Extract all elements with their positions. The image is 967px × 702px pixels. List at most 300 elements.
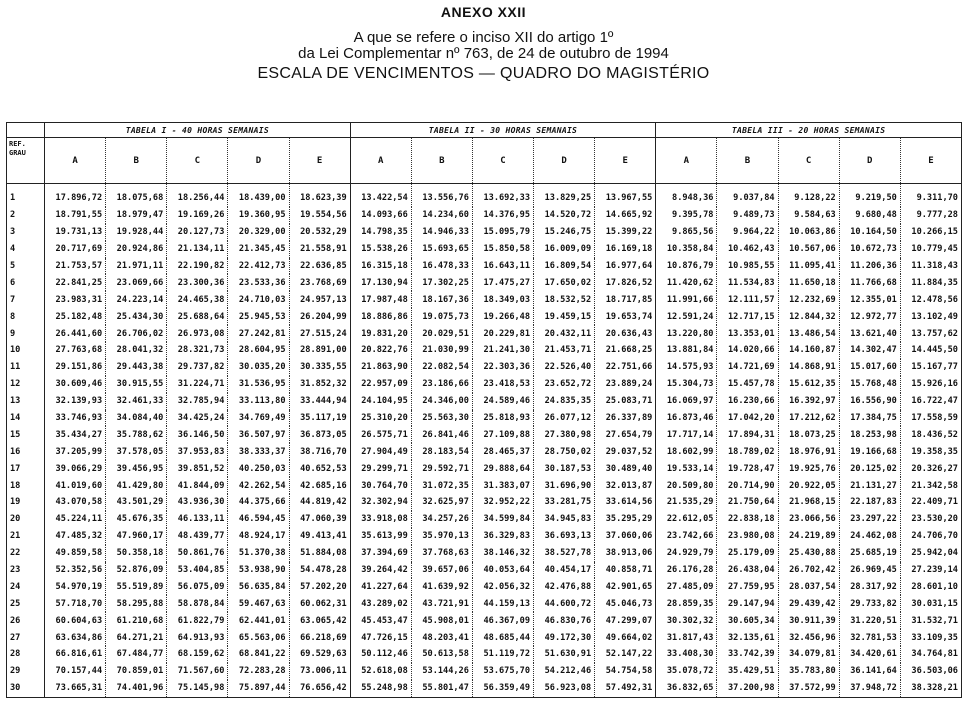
salary-cell: 76.656,42 bbox=[289, 680, 350, 697]
salary-cell: 47.726,15 bbox=[350, 629, 411, 646]
salary-cell: 62.441,01 bbox=[228, 612, 289, 629]
salary-cell: 50.358,18 bbox=[106, 545, 167, 562]
salary-cell: 33.113,80 bbox=[228, 393, 289, 410]
salary-cell: 33.614,56 bbox=[595, 494, 656, 511]
salary-cell: 30.915,55 bbox=[106, 376, 167, 393]
salary-cell: 14.946,33 bbox=[411, 224, 472, 241]
ref-grau-cell: 17 bbox=[7, 460, 45, 477]
salary-cell: 23.530,20 bbox=[900, 511, 961, 528]
salary-cell: 21.863,90 bbox=[350, 359, 411, 376]
salary-cell: 30.035,20 bbox=[228, 359, 289, 376]
salary-cell: 59.467,63 bbox=[228, 595, 289, 612]
salary-cell: 9.584,63 bbox=[778, 207, 839, 224]
salary-cell: 13.220,80 bbox=[656, 325, 717, 342]
salary-cell: 18.602,99 bbox=[656, 443, 717, 460]
salary-cell: 34.420,61 bbox=[839, 646, 900, 663]
salary-cell: 35.613,99 bbox=[350, 528, 411, 545]
salary-cell: 48.924,17 bbox=[228, 528, 289, 545]
salary-cell: 19.925,76 bbox=[778, 460, 839, 477]
salary-cell: 49.413,41 bbox=[289, 528, 350, 545]
salary-cell: 18.886,86 bbox=[350, 308, 411, 325]
salary-cell: 27.380,98 bbox=[534, 426, 595, 443]
salary-cell: 15.095,79 bbox=[472, 224, 533, 241]
salary-cell: 70.157,44 bbox=[45, 663, 106, 680]
salary-cell: 21.971,11 bbox=[106, 258, 167, 275]
reference-line-2: da Lei Complementar nº 763, de 24 de outubro de 1994 bbox=[298, 45, 669, 62]
salary-cell: 75.145,98 bbox=[167, 680, 228, 697]
ref-grau-cell: 20 bbox=[7, 511, 45, 528]
salary-cell: 29.299,71 bbox=[350, 460, 411, 477]
salary-cell: 18.436,52 bbox=[900, 426, 961, 443]
salary-cell: 23.983,31 bbox=[45, 291, 106, 308]
ref-grau-cell: 27 bbox=[7, 629, 45, 646]
salary-cell: 16.169,18 bbox=[595, 241, 656, 258]
salary-cell: 16.722,47 bbox=[900, 393, 961, 410]
salary-cell: 19.731,13 bbox=[45, 224, 106, 241]
salary-cell: 34.084,40 bbox=[106, 410, 167, 427]
column-header: C bbox=[472, 138, 533, 184]
salary-cell: 13.556,76 bbox=[411, 184, 472, 207]
table-row bbox=[7, 646, 962, 663]
salary-cell: 8.948,36 bbox=[656, 184, 717, 207]
salary-cell: 20.125,02 bbox=[839, 460, 900, 477]
salary-cell: 26.077,12 bbox=[534, 410, 595, 427]
salary-cell: 68.841,22 bbox=[228, 646, 289, 663]
salary-cell: 72.283,28 bbox=[228, 663, 289, 680]
column-header: C bbox=[167, 138, 228, 184]
salary-cell: 16.643,11 bbox=[472, 258, 533, 275]
column-header: A bbox=[350, 138, 411, 184]
salary-cell: 15.612,35 bbox=[778, 376, 839, 393]
salary-cell: 21.668,25 bbox=[595, 342, 656, 359]
salary-cell: 23.069,66 bbox=[106, 274, 167, 291]
group-header-tabela-1: TABELA I - 40 HORAS SEMANAIS bbox=[45, 123, 351, 138]
salary-cell: 64.913,93 bbox=[167, 629, 228, 646]
salary-cell: 41.844,09 bbox=[167, 477, 228, 494]
salary-cell: 16.392,97 bbox=[778, 393, 839, 410]
salary-cell: 14.575,93 bbox=[656, 359, 717, 376]
table-row bbox=[7, 376, 962, 393]
salary-cell: 28.750,02 bbox=[534, 443, 595, 460]
salary-cell: 13.621,40 bbox=[839, 325, 900, 342]
group-header-tabela-2: TABELA II - 30 HORAS SEMANAIS bbox=[350, 123, 656, 138]
column-header: B bbox=[106, 138, 167, 184]
salary-cell: 53.404,85 bbox=[167, 562, 228, 579]
salary-cell: 35.078,72 bbox=[656, 663, 717, 680]
salary-cell: 35.117,19 bbox=[289, 410, 350, 427]
table-row bbox=[7, 291, 962, 308]
column-header: D bbox=[228, 138, 289, 184]
salary-cell: 35.429,51 bbox=[717, 663, 778, 680]
salary-cell: 51.884,08 bbox=[289, 545, 350, 562]
salary-cell: 46.133,11 bbox=[167, 511, 228, 528]
salary-cell: 21.342,58 bbox=[900, 477, 961, 494]
salary-cell: 16.478,33 bbox=[411, 258, 472, 275]
salary-cell: 16.069,97 bbox=[656, 393, 717, 410]
ref-grau-cell: 9 bbox=[7, 325, 45, 342]
salary-cell: 15.926,16 bbox=[900, 376, 961, 393]
table-row bbox=[7, 207, 962, 224]
ref-grau-cell: 4 bbox=[7, 241, 45, 258]
salary-cell: 23.066,56 bbox=[778, 511, 839, 528]
salary-cell: 33.918,08 bbox=[350, 511, 411, 528]
salary-cell: 48.203,41 bbox=[411, 629, 472, 646]
salary-cell: 9.489,73 bbox=[717, 207, 778, 224]
salary-table-wrapper bbox=[6, 122, 961, 698]
salary-cell: 14.020,66 bbox=[717, 342, 778, 359]
salary-cell: 20.329,00 bbox=[228, 224, 289, 241]
salary-cell: 57.718,70 bbox=[45, 595, 106, 612]
salary-cell: 52.352,56 bbox=[45, 562, 106, 579]
salary-cell: 64.271,21 bbox=[106, 629, 167, 646]
salary-cell: 55.248,98 bbox=[350, 680, 411, 697]
salary-cell: 37.953,83 bbox=[167, 443, 228, 460]
salary-cell: 16.009,09 bbox=[534, 241, 595, 258]
salary-cell: 17.042,20 bbox=[717, 410, 778, 427]
salary-cell: 15.850,58 bbox=[472, 241, 533, 258]
salary-cell: 11.766,68 bbox=[839, 274, 900, 291]
salary-cell: 71.567,60 bbox=[167, 663, 228, 680]
salary-cell: 9.219,50 bbox=[839, 184, 900, 207]
salary-cell: 16.230,66 bbox=[717, 393, 778, 410]
salary-cell: 24.223,14 bbox=[106, 291, 167, 308]
table-row bbox=[7, 258, 962, 275]
salary-cell: 37.205,99 bbox=[45, 443, 106, 460]
salary-cell: 37.578,05 bbox=[106, 443, 167, 460]
salary-cell: 49.172,30 bbox=[534, 629, 595, 646]
table-row bbox=[7, 629, 962, 646]
ref-grau-cell: 1 bbox=[7, 184, 45, 207]
salary-cell: 18.979,47 bbox=[106, 207, 167, 224]
salary-cell: 19.166,68 bbox=[839, 443, 900, 460]
salary-cell: 21.131,27 bbox=[839, 477, 900, 494]
salary-cell: 55.801,47 bbox=[411, 680, 472, 697]
salary-cell: 28.321,73 bbox=[167, 342, 228, 359]
ref-grau-cell: 8 bbox=[7, 308, 45, 325]
salary-cell: 16.809,54 bbox=[534, 258, 595, 275]
salary-cell: 31.817,43 bbox=[656, 629, 717, 646]
salary-cell: 13.422,54 bbox=[350, 184, 411, 207]
salary-cell: 10.567,06 bbox=[778, 241, 839, 258]
salary-cell: 38.328,21 bbox=[900, 680, 961, 697]
salary-cell: 31.536,95 bbox=[228, 376, 289, 393]
salary-cell: 9.128,22 bbox=[778, 184, 839, 207]
salary-cell: 16.556,90 bbox=[839, 393, 900, 410]
salary-cell: 50.112,46 bbox=[350, 646, 411, 663]
salary-cell: 32.135,61 bbox=[717, 629, 778, 646]
salary-cell: 49.664,02 bbox=[595, 629, 656, 646]
salary-cell: 17.717,14 bbox=[656, 426, 717, 443]
salary-cell: 24.929,79 bbox=[656, 545, 717, 562]
salary-cell: 13.967,55 bbox=[595, 184, 656, 207]
salary-cell: 17.896,72 bbox=[45, 184, 106, 207]
ref-grau-cell: 18 bbox=[7, 477, 45, 494]
salary-cell: 22.409,71 bbox=[900, 494, 961, 511]
ref-header-line2: GRAU bbox=[9, 149, 26, 157]
salary-cell: 19.459,15 bbox=[534, 308, 595, 325]
salary-cell: 34.599,84 bbox=[472, 511, 533, 528]
salary-cell: 13.486,54 bbox=[778, 325, 839, 342]
salary-cell: 34.945,83 bbox=[534, 511, 595, 528]
salary-cell: 9.865,56 bbox=[656, 224, 717, 241]
ref-grau-cell: 28 bbox=[7, 646, 45, 663]
column-header: D bbox=[839, 138, 900, 184]
salary-cell: 17.384,75 bbox=[839, 410, 900, 427]
salary-cell: 17.212,62 bbox=[778, 410, 839, 427]
salary-cell: 25.685,19 bbox=[839, 545, 900, 562]
salary-cell: 34.769,49 bbox=[228, 410, 289, 427]
annex-title: ANEXO XXII bbox=[440, 4, 527, 20]
salary-cell: 66.816,61 bbox=[45, 646, 106, 663]
salary-cell: 51.630,91 bbox=[534, 646, 595, 663]
salary-cell: 22.303,36 bbox=[472, 359, 533, 376]
salary-cell: 24.104,95 bbox=[350, 393, 411, 410]
salary-cell: 17.650,02 bbox=[534, 274, 595, 291]
salary-cell: 22.636,85 bbox=[289, 258, 350, 275]
salary-cell: 30.187,53 bbox=[534, 460, 595, 477]
salary-cell: 37.060,06 bbox=[595, 528, 656, 545]
salary-cell: 33.746,93 bbox=[45, 410, 106, 427]
salary-cell: 25.818,93 bbox=[472, 410, 533, 427]
salary-cell: 25.688,64 bbox=[167, 308, 228, 325]
salary-cell: 42.056,32 bbox=[472, 578, 533, 595]
salary-cell: 28.041,32 bbox=[106, 342, 167, 359]
salary-cell: 44.819,42 bbox=[289, 494, 350, 511]
salary-cell: 33.109,35 bbox=[900, 629, 961, 646]
salary-cell: 18.717,85 bbox=[595, 291, 656, 308]
salary-cell: 61.210,68 bbox=[106, 612, 167, 629]
salary-cell: 70.859,01 bbox=[106, 663, 167, 680]
salary-cell: 47.060,39 bbox=[289, 511, 350, 528]
salary-cell: 21.030,99 bbox=[411, 342, 472, 359]
table-row bbox=[7, 342, 962, 359]
salary-cell: 18.532,52 bbox=[534, 291, 595, 308]
salary-cell: 40.652,53 bbox=[289, 460, 350, 477]
salary-cell: 12.717,15 bbox=[717, 308, 778, 325]
salary-cell: 30.764,70 bbox=[350, 477, 411, 494]
ref-grau-cell: 19 bbox=[7, 494, 45, 511]
salary-cell: 21.241,30 bbox=[472, 342, 533, 359]
scale-title: ESCALA DE VENCIMENTOS — QUADRO DO MAGISTÉRIO bbox=[257, 65, 710, 82]
salary-cell: 24.465,38 bbox=[167, 291, 228, 308]
salary-cell: 23.742,66 bbox=[656, 528, 717, 545]
salary-cell: 11.318,43 bbox=[900, 258, 961, 275]
salary-cell: 61.822,79 bbox=[167, 612, 228, 629]
salary-cell: 27.654,79 bbox=[595, 426, 656, 443]
salary-cell: 34.257,26 bbox=[411, 511, 472, 528]
salary-cell: 19.533,14 bbox=[656, 460, 717, 477]
salary-cell: 15.538,26 bbox=[350, 241, 411, 258]
salary-cell: 43.289,02 bbox=[350, 595, 411, 612]
salary-cell: 35.970,13 bbox=[411, 528, 472, 545]
salary-cell: 44.600,72 bbox=[534, 595, 595, 612]
column-header: C bbox=[778, 138, 839, 184]
salary-cell: 37.948,72 bbox=[839, 680, 900, 697]
salary-cell: 17.558,59 bbox=[900, 410, 961, 427]
salary-cell: 28.601,10 bbox=[900, 578, 961, 595]
salary-cell: 19.728,47 bbox=[717, 460, 778, 477]
salary-cell: 32.785,94 bbox=[167, 393, 228, 410]
salary-cell: 19.831,20 bbox=[350, 325, 411, 342]
salary-cell: 36.503,06 bbox=[900, 663, 961, 680]
salary-cell: 9.037,84 bbox=[717, 184, 778, 207]
salary-cell: 20.822,76 bbox=[350, 342, 411, 359]
salary-cell: 9.311,70 bbox=[900, 184, 961, 207]
salary-cell: 14.721,69 bbox=[717, 359, 778, 376]
salary-cell: 60.062,31 bbox=[289, 595, 350, 612]
salary-cell: 29.151,86 bbox=[45, 359, 106, 376]
salary-cell: 55.519,89 bbox=[106, 578, 167, 595]
column-header: D bbox=[534, 138, 595, 184]
salary-cell: 10.358,84 bbox=[656, 241, 717, 258]
salary-cell: 25.179,09 bbox=[717, 545, 778, 562]
salary-cell: 27.904,49 bbox=[350, 443, 411, 460]
salary-cell: 65.563,06 bbox=[228, 629, 289, 646]
salary-cell: 33.281,75 bbox=[534, 494, 595, 511]
salary-cell: 11.884,35 bbox=[900, 274, 961, 291]
salary-cell: 42.262,54 bbox=[228, 477, 289, 494]
salary-cell: 36.693,13 bbox=[534, 528, 595, 545]
salary-cell: 23.980,08 bbox=[717, 528, 778, 545]
salary-cell: 11.095,41 bbox=[778, 258, 839, 275]
salary-cell: 20.636,43 bbox=[595, 325, 656, 342]
salary-cell: 14.868,91 bbox=[778, 359, 839, 376]
salary-cell: 18.167,36 bbox=[411, 291, 472, 308]
salary-cell: 43.501,29 bbox=[106, 494, 167, 511]
table-row bbox=[7, 511, 962, 528]
salary-cell: 25.563,30 bbox=[411, 410, 472, 427]
salary-cell: 19.928,44 bbox=[106, 224, 167, 241]
table-row bbox=[7, 595, 962, 612]
salary-cell: 58.295,88 bbox=[106, 595, 167, 612]
table-row bbox=[7, 359, 962, 376]
salary-cell: 12.478,56 bbox=[900, 291, 961, 308]
salary-cell: 17.130,94 bbox=[350, 274, 411, 291]
salary-cell: 69.529,63 bbox=[289, 646, 350, 663]
salary-cell: 21.750,64 bbox=[717, 494, 778, 511]
salary-cell: 45.046,73 bbox=[595, 595, 656, 612]
salary-cell: 22.841,25 bbox=[45, 274, 106, 291]
salary-cell: 31.220,51 bbox=[839, 612, 900, 629]
salary-cell: 17.302,25 bbox=[411, 274, 472, 291]
salary-cell: 16.873,46 bbox=[656, 410, 717, 427]
salary-cell: 36.146,50 bbox=[167, 426, 228, 443]
salary-cell: 21.453,71 bbox=[534, 342, 595, 359]
salary-cell: 43.070,58 bbox=[45, 494, 106, 511]
salary-cell: 23.652,72 bbox=[534, 376, 595, 393]
salary-cell: 46.830,76 bbox=[534, 612, 595, 629]
salary-cell: 29.592,71 bbox=[411, 460, 472, 477]
table-row bbox=[7, 184, 962, 207]
salary-cell: 19.554,56 bbox=[289, 207, 350, 224]
salary-cell: 50.613,58 bbox=[411, 646, 472, 663]
salary-cell: 38.146,32 bbox=[472, 545, 533, 562]
salary-cell: 33.742,39 bbox=[717, 646, 778, 663]
salary-cell: 31.532,71 bbox=[900, 612, 961, 629]
salary-cell: 20.127,73 bbox=[167, 224, 228, 241]
salary-cell: 46.367,09 bbox=[472, 612, 533, 629]
salary-cell: 18.349,03 bbox=[472, 291, 533, 308]
salary-cell: 20.717,69 bbox=[45, 241, 106, 258]
salary-cell: 29.737,82 bbox=[167, 359, 228, 376]
ref-grau-cell: 13 bbox=[7, 393, 45, 410]
table-row bbox=[7, 426, 962, 443]
salary-cell: 19.266,48 bbox=[472, 308, 533, 325]
salary-cell: 10.462,43 bbox=[717, 241, 778, 258]
salary-cell: 32.456,96 bbox=[778, 629, 839, 646]
salary-cell: 21.753,57 bbox=[45, 258, 106, 275]
salary-cell: 53.938,90 bbox=[228, 562, 289, 579]
salary-cell: 24.710,03 bbox=[228, 291, 289, 308]
salary-cell: 20.432,11 bbox=[534, 325, 595, 342]
salary-cell: 49.859,58 bbox=[45, 545, 106, 562]
ref-header-line1: REF. bbox=[9, 140, 26, 148]
salary-cell: 63.634,86 bbox=[45, 629, 106, 646]
salary-cell: 74.401,96 bbox=[106, 680, 167, 697]
salary-cell: 23.533,36 bbox=[228, 274, 289, 291]
group-header-tabela-3: TABELA III - 20 HORAS SEMANAIS bbox=[656, 123, 962, 138]
salary-cell: 34.425,24 bbox=[167, 410, 228, 427]
salary-cell: 13.829,25 bbox=[534, 184, 595, 207]
salary-cell: 12.355,01 bbox=[839, 291, 900, 308]
salary-cell: 30.605,34 bbox=[717, 612, 778, 629]
salary-cell: 25.945,53 bbox=[228, 308, 289, 325]
ref-grau-cell: 6 bbox=[7, 274, 45, 291]
salary-cell: 22.751,66 bbox=[595, 359, 656, 376]
salary-cell: 46.594,45 bbox=[228, 511, 289, 528]
salary-cell: 31.696,90 bbox=[534, 477, 595, 494]
table-row bbox=[7, 308, 962, 325]
salary-cell: 23.768,69 bbox=[289, 274, 350, 291]
salary-cell: 33.444,94 bbox=[289, 393, 350, 410]
salary-cell: 15.457,78 bbox=[717, 376, 778, 393]
salary-cell: 23.889,24 bbox=[595, 376, 656, 393]
salary-cell: 12.972,77 bbox=[839, 308, 900, 325]
salary-cell: 27.242,81 bbox=[228, 325, 289, 342]
ref-grau-cell: 3 bbox=[7, 224, 45, 241]
salary-cell: 26.575,71 bbox=[350, 426, 411, 443]
salary-cell: 39.657,06 bbox=[411, 562, 472, 579]
salary-cell: 16.977,64 bbox=[595, 258, 656, 275]
salary-cell: 54.970,19 bbox=[45, 578, 106, 595]
salary-cell: 43.936,30 bbox=[167, 494, 228, 511]
salary-cell: 28.891,00 bbox=[289, 342, 350, 359]
salary-cell: 29.439,42 bbox=[778, 595, 839, 612]
salary-cell: 51.370,38 bbox=[228, 545, 289, 562]
salary-cell: 14.302,47 bbox=[839, 342, 900, 359]
salary-cell: 20.509,80 bbox=[656, 477, 717, 494]
salary-cell: 41.227,64 bbox=[350, 578, 411, 595]
salary-cell: 25.434,30 bbox=[106, 308, 167, 325]
salary-cell: 45.453,47 bbox=[350, 612, 411, 629]
salary-cell: 14.520,72 bbox=[534, 207, 595, 224]
ref-grau-cell: 25 bbox=[7, 595, 45, 612]
salary-cell: 26.438,04 bbox=[717, 562, 778, 579]
salary-cell: 9.395,78 bbox=[656, 207, 717, 224]
salary-cell: 33.408,30 bbox=[656, 646, 717, 663]
table-row bbox=[7, 562, 962, 579]
salary-cell: 21.968,15 bbox=[778, 494, 839, 511]
ref-grau-cell: 12 bbox=[7, 376, 45, 393]
table-row bbox=[7, 528, 962, 545]
salary-cell: 10.164,50 bbox=[839, 224, 900, 241]
column-header: E bbox=[900, 138, 961, 184]
salary-cell: 15.167,77 bbox=[900, 359, 961, 376]
salary-cell: 32.781,53 bbox=[839, 629, 900, 646]
reference-line-1: A que se refere o inciso XII do artigo 1º bbox=[353, 29, 614, 46]
salary-cell: 20.229,81 bbox=[472, 325, 533, 342]
table-row bbox=[7, 224, 962, 241]
